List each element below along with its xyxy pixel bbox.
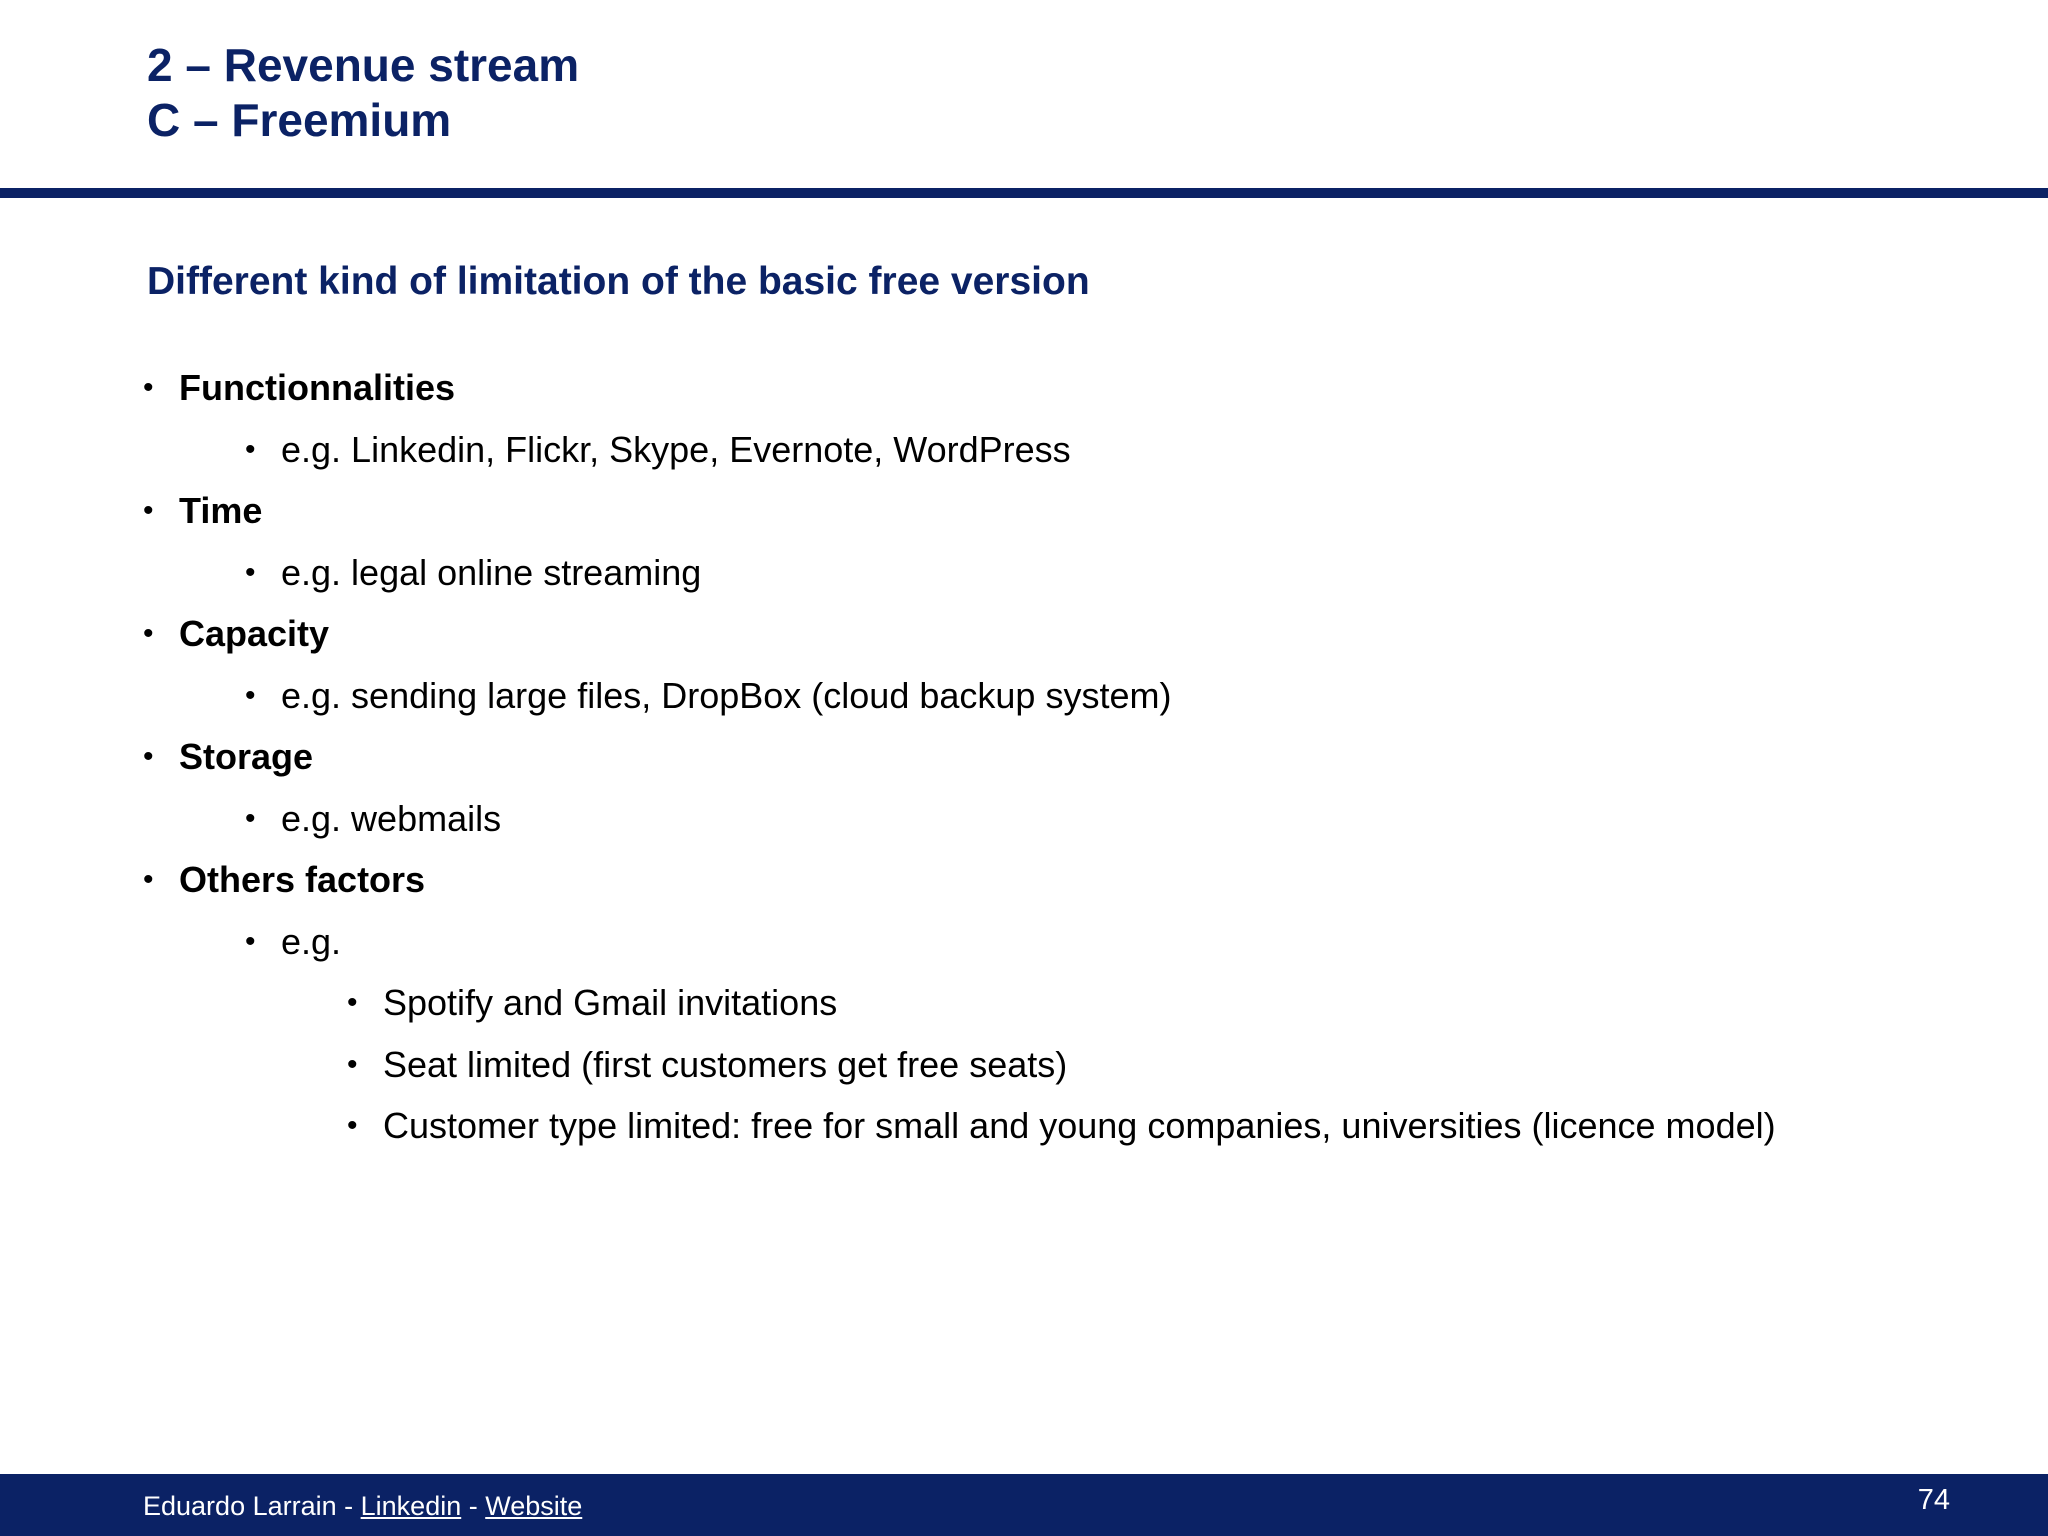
list-item <box>245 788 501 850</box>
list-item <box>143 726 313 788</box>
page-number: 74 <box>1917 1484 1950 1516</box>
list-item-text: e.g. Linkedin, Flickr, Skype, Evernote, WordPress <box>281 429 1071 470</box>
list-item-text: e.g. <box>281 921 342 962</box>
list-item <box>143 603 329 665</box>
list-item-text: Customer type limited: free for small and young companies, universities (licence model) <box>383 1105 1776 1146</box>
bullet-icon: • <box>143 617 154 650</box>
bullet-icon: • <box>347 986 358 1019</box>
footer-separator: - <box>461 1491 486 1521</box>
list-item <box>347 1034 1067 1096</box>
bullet-icon: • <box>245 556 256 589</box>
bullet-icon: • <box>245 802 256 835</box>
list-item-text: Time <box>179 490 263 531</box>
list-item-text: Seat limited (first customers get free seats) <box>383 1044 1068 1085</box>
title-line-1: 2 – Revenue stream <box>147 39 580 91</box>
website-link[interactable]: Website <box>485 1491 583 1521</box>
bullet-icon: • <box>143 371 154 404</box>
list-item <box>143 480 262 542</box>
bullet-icon: • <box>143 494 154 527</box>
list-item-text: e.g. webmails <box>281 798 502 839</box>
list-item-text: Capacity <box>179 613 330 654</box>
footer-author: Eduardo Larrain <box>143 1491 337 1521</box>
bullet-icon: • <box>245 925 256 958</box>
list-item-text: Functionnalities <box>179 367 456 408</box>
slide-subtitle: Different kind of limitation of the basic free version <box>147 260 1090 303</box>
title-line-2: C – Freemium <box>147 94 452 146</box>
footer-credits <box>143 1490 582 1522</box>
list-item <box>245 665 1171 727</box>
list-item-text: Storage <box>179 736 314 777</box>
bullet-icon: • <box>347 1048 358 1081</box>
footer-bar <box>0 1474 2048 1536</box>
footer-separator: - <box>336 1491 361 1521</box>
list-item-text: e.g. sending large files, DropBox (cloud backup system) <box>281 675 1172 716</box>
slide-title <box>147 38 579 148</box>
list-item-text: e.g. legal online streaming <box>281 552 702 593</box>
bullet-icon: • <box>143 863 154 896</box>
list-item <box>347 1095 1776 1157</box>
list-item <box>245 419 1071 481</box>
header-divider <box>0 188 2048 198</box>
bullet-icon: • <box>347 1109 358 1142</box>
list-item-text: Spotify and Gmail invitations <box>383 982 838 1023</box>
bullet-icon: • <box>245 433 256 466</box>
list-item-text: Others factors <box>179 859 426 900</box>
bullet-icon: • <box>143 740 154 773</box>
list-item <box>347 972 837 1034</box>
bullet-icon: • <box>245 679 256 712</box>
list-item <box>245 911 341 973</box>
list-item <box>143 849 425 911</box>
list-item <box>143 357 455 419</box>
list-item <box>245 542 701 604</box>
linkedin-link[interactable]: Linkedin <box>360 1491 462 1521</box>
